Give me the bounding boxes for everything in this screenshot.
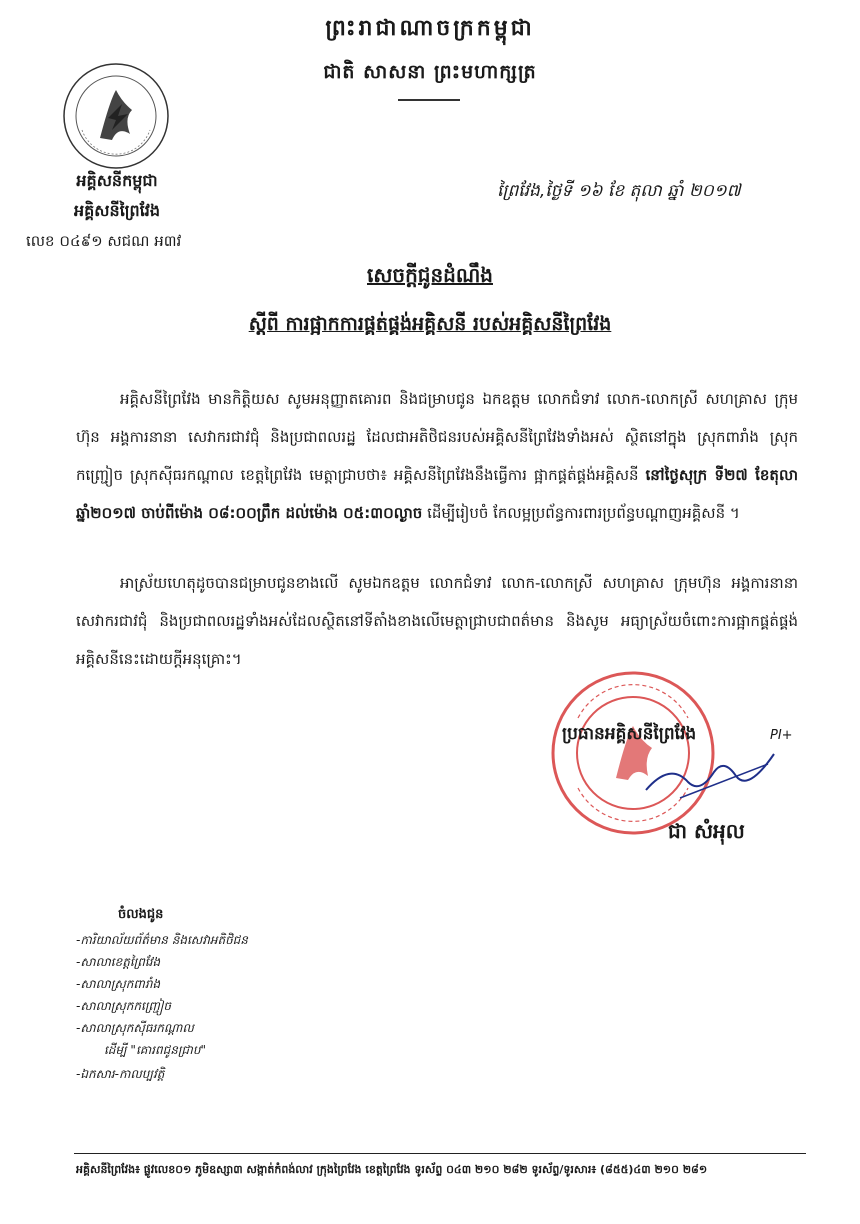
national-motto-line2: ជាតិ សាសនា ព្រះមហាក្សត្រ <box>323 61 537 83</box>
date-line: ព្រៃវែង,ថ្ងៃទី ១៦ ខែ តុលា ឆ្នាំ ២០១៧ <box>497 181 741 201</box>
motto-divider <box>398 99 460 101</box>
recipient-item: -ឯកសារ-កាលប្បវត្តិ <box>76 1067 165 1081</box>
recipient-item: -សាលាស្រុកកញ្ជ្រៀច <box>76 999 172 1013</box>
notice-title: សេចក្ដីជូនដំណឹង <box>367 263 493 287</box>
recipients-heading: ចំលងជូន <box>118 907 164 922</box>
paragraph1-text: អគ្គិសនីព្រៃវែង មានកិត្តិយស សូមអនុញ្ញាតគោរព និងជម្រាបជូន ឯកឧត្តម លោកជំទាវ លោក-លោកស្រី សហគ្រាស ក្រុមហ៊ុន អង្គការនានា សេវាករជាវជុំ និងប្រជាពលរដ្ឋ ដែលជាអតិថិជនរបស់អគ្គិសនីព្រៃវែងទាំងអស់ ស្ថិតនៅក្នុង ស្រុកពារាំង ស្រុកកញ្ជ្រៀច ស្រុកស៊ីធរកណ្ដាល ខេត្តព្រៃវែង មេត្តាជ្រាបថា៖ អគ្គិសនីព្រៃវែងនឹងធ្វើការ ផ្អាកផ្គត់ផ្គង់អគ្គិសនី <box>76 390 798 484</box>
paragraph2-text: អាស្រ័យហេតុដូចបានជម្រាបជូនខាងលើ សូមឯកឧត្តម លោកជំទាវ លោក-លោកស្រី សហគ្រាស ក្រុមហ៊ុន អង្គការនានា សេវាករជាវជុំ និងប្រជាពលរដ្ឋទាំងអស់ដែលស្ថិតនៅទីតាំងខាងលើមេត្តាជ្រាបជាពត៌មាន និងសូម អធ្យាស្រ័យចំពោះការផ្អាកផ្គត់ផ្គង់អគ្គិសនីនេះដោយក្ដីអនុគ្រោះ។ <box>76 574 798 668</box>
document-number: លេខ ០៤៩១ សជណ អ៣វ <box>26 232 182 250</box>
organization-branch: អគ្គិសនីព្រៃវែង <box>73 201 160 220</box>
recipient-item: -ការិយាល័យព័ត៌មាន និងសេវាអតិថិជន <box>76 933 248 947</box>
notice-subject: ស្ដីពី ការផ្អាកការផ្គត់ផ្គង់អគ្គិសនី របស់អគ្គិសនីព្រៃវែង <box>248 313 612 335</box>
national-motto-line1: ព្រះរាជាណាចក្រកម្ពុជា <box>325 16 535 41</box>
signatory-name: ជា សំអុល <box>668 819 745 843</box>
body-paragraph-2 <box>76 564 798 678</box>
recipient-item: -សាលាស្រុកពារាំង <box>76 977 161 991</box>
paragraph1-outage-time: នៅថ្ងៃសុក្រ ទី២៧ ខែតុលា ឆ្នាំ២០១៧ ចាប់ពីម៉ោង ០៨:០០ព្រឹក ដល់ម៉ោង ០៥:៣០ល្ងាច <box>76 466 798 522</box>
recipient-purpose: ដើម្បី "គោរពជូនជ្រាប" <box>104 1043 206 1057</box>
organization-name: អគ្គិសនីកម្ពុជា <box>76 171 158 190</box>
recipient-item: -សាលាខេត្តព្រៃវែង <box>76 955 161 969</box>
handwritten-signature-icon <box>640 742 780 812</box>
signatory-title: ប្រធានអគ្គិសនីព្រៃវែង <box>562 724 697 744</box>
footer-address: អគ្គិសនីព្រៃវែង៖ ផ្លូវលេខ០១ ភូមិឧស្សា៣ សង្កាត់កំពង់លាវ ក្រុងព្រៃវែង ខេត្តព្រៃវែង ទូរស័ព្ទ ០៤៣ ២១០ ២៨២ ទូរស័ព្ទ/ទូរសារ៖ (៨៥៥)៤៣ ២១០ ២៨១ <box>76 1163 708 1176</box>
paragraph1-reason: ដើម្បីរៀបចំ កែលម្អប្រព័ន្ធការពារប្រព័ន្ធបណ្ដាញអគ្គិសនី ។ <box>427 504 740 522</box>
body-paragraph-1 <box>76 380 798 532</box>
signatory-mark: PI+ <box>770 728 793 743</box>
edc-logo-icon <box>60 60 172 172</box>
recipient-item: -សាលាស្រុកស៊ីធរកណ្ដាល <box>76 1021 194 1035</box>
footer-divider <box>74 1153 806 1154</box>
